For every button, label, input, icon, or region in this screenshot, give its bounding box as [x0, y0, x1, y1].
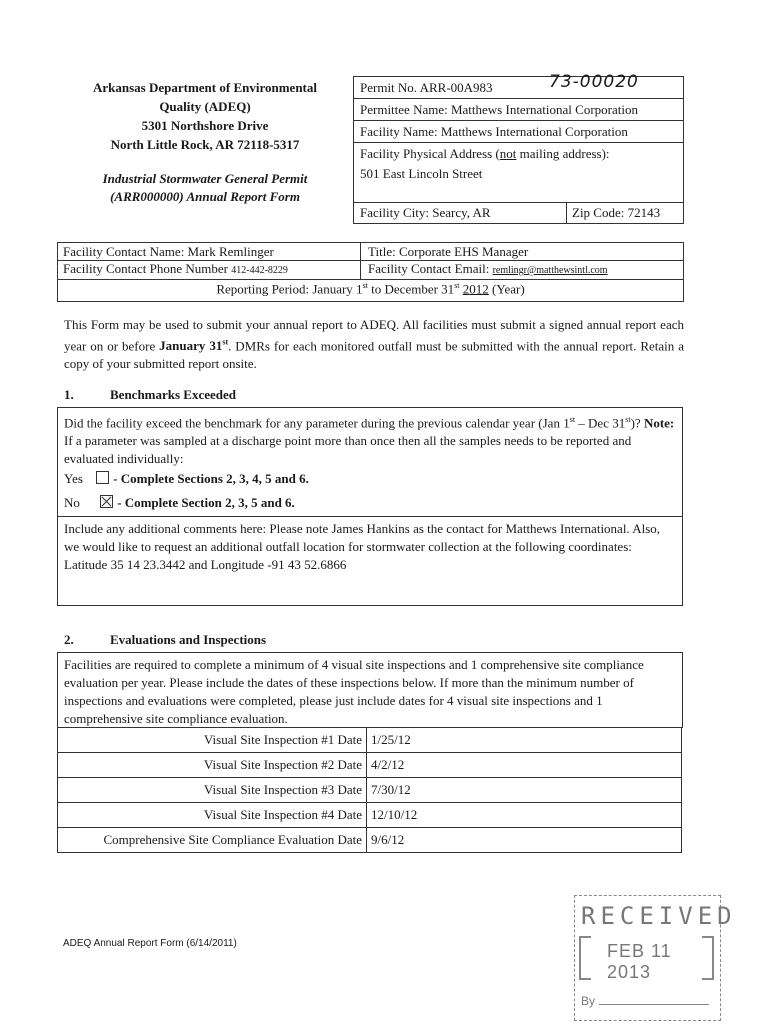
zip-code: Zip Code: 72143 [572, 205, 661, 220]
no-checkbox[interactable] [100, 495, 113, 508]
city-zip-row [354, 203, 683, 223]
contact-title: Title: Corporate EHS Manager [368, 244, 529, 259]
form-title-line: Industrial Stormwater General Permit [102, 171, 308, 186]
table-row [58, 753, 682, 778]
agency-line: North Little Rock, AR 72118-5317 [110, 137, 300, 152]
stamp-word: RECEIVED [581, 902, 737, 930]
table-row [58, 728, 682, 753]
contact-email: Facility Contact Email: remlingr@matthewsintl.com [368, 261, 608, 276]
inspection-dates-table [57, 727, 682, 853]
inspection-date[interactable]: 4/2/12 [367, 753, 682, 778]
agency-header [60, 78, 350, 154]
facility-city: Facility City: Searcy, AR [360, 205, 491, 220]
inspections-description: Facilities are required to complete a minimum of 4 visual site inspections and 1 comprehensive site compliance evaluation per year. Please include the dates of these inspections below. If more than the minimum number of inspections and evaluations were completed, please just include dates for 4 visual site inspections and 1 comprehensive site compliance evaluation. [64, 657, 644, 726]
agency-line: 5301 Northshore Drive [141, 118, 269, 133]
table-row [58, 828, 682, 853]
contact-box [57, 242, 684, 302]
agency-line: Quality (ADEQ) [159, 99, 251, 114]
permit-info-box [353, 72, 684, 224]
phone-value: 412-442-8229 [231, 265, 288, 276]
zip-divider [566, 203, 567, 223]
comments-box [57, 516, 683, 606]
facility-name-row [354, 121, 683, 143]
permittee-name: Permittee Name: Matthews International Corporation [360, 102, 638, 117]
received-stamp [574, 895, 737, 1021]
permit-number-row [354, 72, 683, 99]
inspection-label: Visual Site Inspection #4 Date [58, 803, 367, 828]
stamp-by-line [599, 1004, 709, 1005]
agency-line: Arkansas Department of Environmental [92, 80, 317, 95]
stamp-date: FEB 11 2013 [607, 941, 672, 982]
permittee-row [354, 99, 683, 121]
period-divider [58, 279, 683, 280]
stamp-bracket [579, 936, 591, 980]
inspection-label: Visual Site Inspection #3 Date [58, 778, 367, 803]
address-label: Facility Physical Address (not mailing address): [360, 146, 610, 161]
yes-checkbox[interactable] [96, 471, 109, 484]
contact-name: Facility Contact Name: Mark Remlinger [63, 244, 274, 259]
inspection-label: Comprehensive Site Compliance Evaluation Date [58, 828, 367, 853]
facility-address-row [354, 143, 683, 203]
form-title [60, 170, 350, 206]
contact-phone: Facility Contact Phone Number 412-442-8229 [63, 261, 288, 276]
form-title-line: (ARR000000) Annual Report Form [110, 189, 300, 204]
section1-heading: 1. Benchmarks Exceeded [64, 387, 237, 402]
comments-text: Include any additional comments here: Please note James Hankins as the contact for Matthews International. Also, we would like to request an additional outfall location for stormwater collection at the following coordinates: Latitude 35 14 23.3442 and Longitude -91 43 52.6866 [64, 521, 661, 572]
inspection-label: Visual Site Inspection #2 Date [58, 753, 367, 778]
section2-heading: 2. Evaluations and Inspections [64, 632, 267, 647]
table-row [58, 778, 682, 803]
handwritten-number: 73-00020 [549, 72, 639, 92]
address-value: 501 East Lincoln Street [360, 166, 483, 181]
intro-paragraph: This Form may be used to submit your annual report to ADEQ. All facilities must submit a signed annual report each year on or before January 31st. DMRs for each monitored outfall must be submitted with the annual report. Retain a copy of your submitted report onsite. [64, 317, 684, 372]
benchmark-question: Did the facility exceed the benchmark for any parameter during the previous calendar year (Jan 1st – Dec 31st)? Note: If a parameter was sampled at a discharge point more than once then all the samples needs to be reported and evaluated individually: [64, 415, 675, 467]
period-year: 2012 [462, 281, 489, 297]
inspection-date[interactable]: 7/30/12 [367, 778, 682, 803]
no-option[interactable]: No - Complete Section 2, 3, 5 and 6. [64, 495, 295, 510]
deadline: January 31st [159, 338, 229, 354]
inspection-date[interactable]: 9/6/12 [367, 828, 682, 853]
stamp-by: By [581, 994, 596, 1008]
table-row [58, 803, 682, 828]
inspections-box [57, 652, 683, 728]
email-value: remlingr@matthewsintl.com [492, 265, 608, 276]
yes-option[interactable]: Yes - Complete Sections 2, 3, 4, 5 and 6. [64, 471, 309, 486]
permit-number: Permit No. ARR-00A983 [360, 80, 493, 95]
footer-text: ADEQ Annual Report Form (6/14/2011) [63, 938, 237, 949]
inspection-date[interactable]: 12/10/12 [367, 803, 682, 828]
benchmark-box [57, 407, 683, 517]
facility-name: Facility Name: Matthews International Corporation [360, 124, 628, 139]
inspection-date[interactable]: 1/25/12 [367, 728, 682, 753]
inspection-label: Visual Site Inspection #1 Date [58, 728, 367, 753]
reporting-period: Reporting Period: January 1st to December 31st 2012 (Year) [216, 281, 525, 297]
